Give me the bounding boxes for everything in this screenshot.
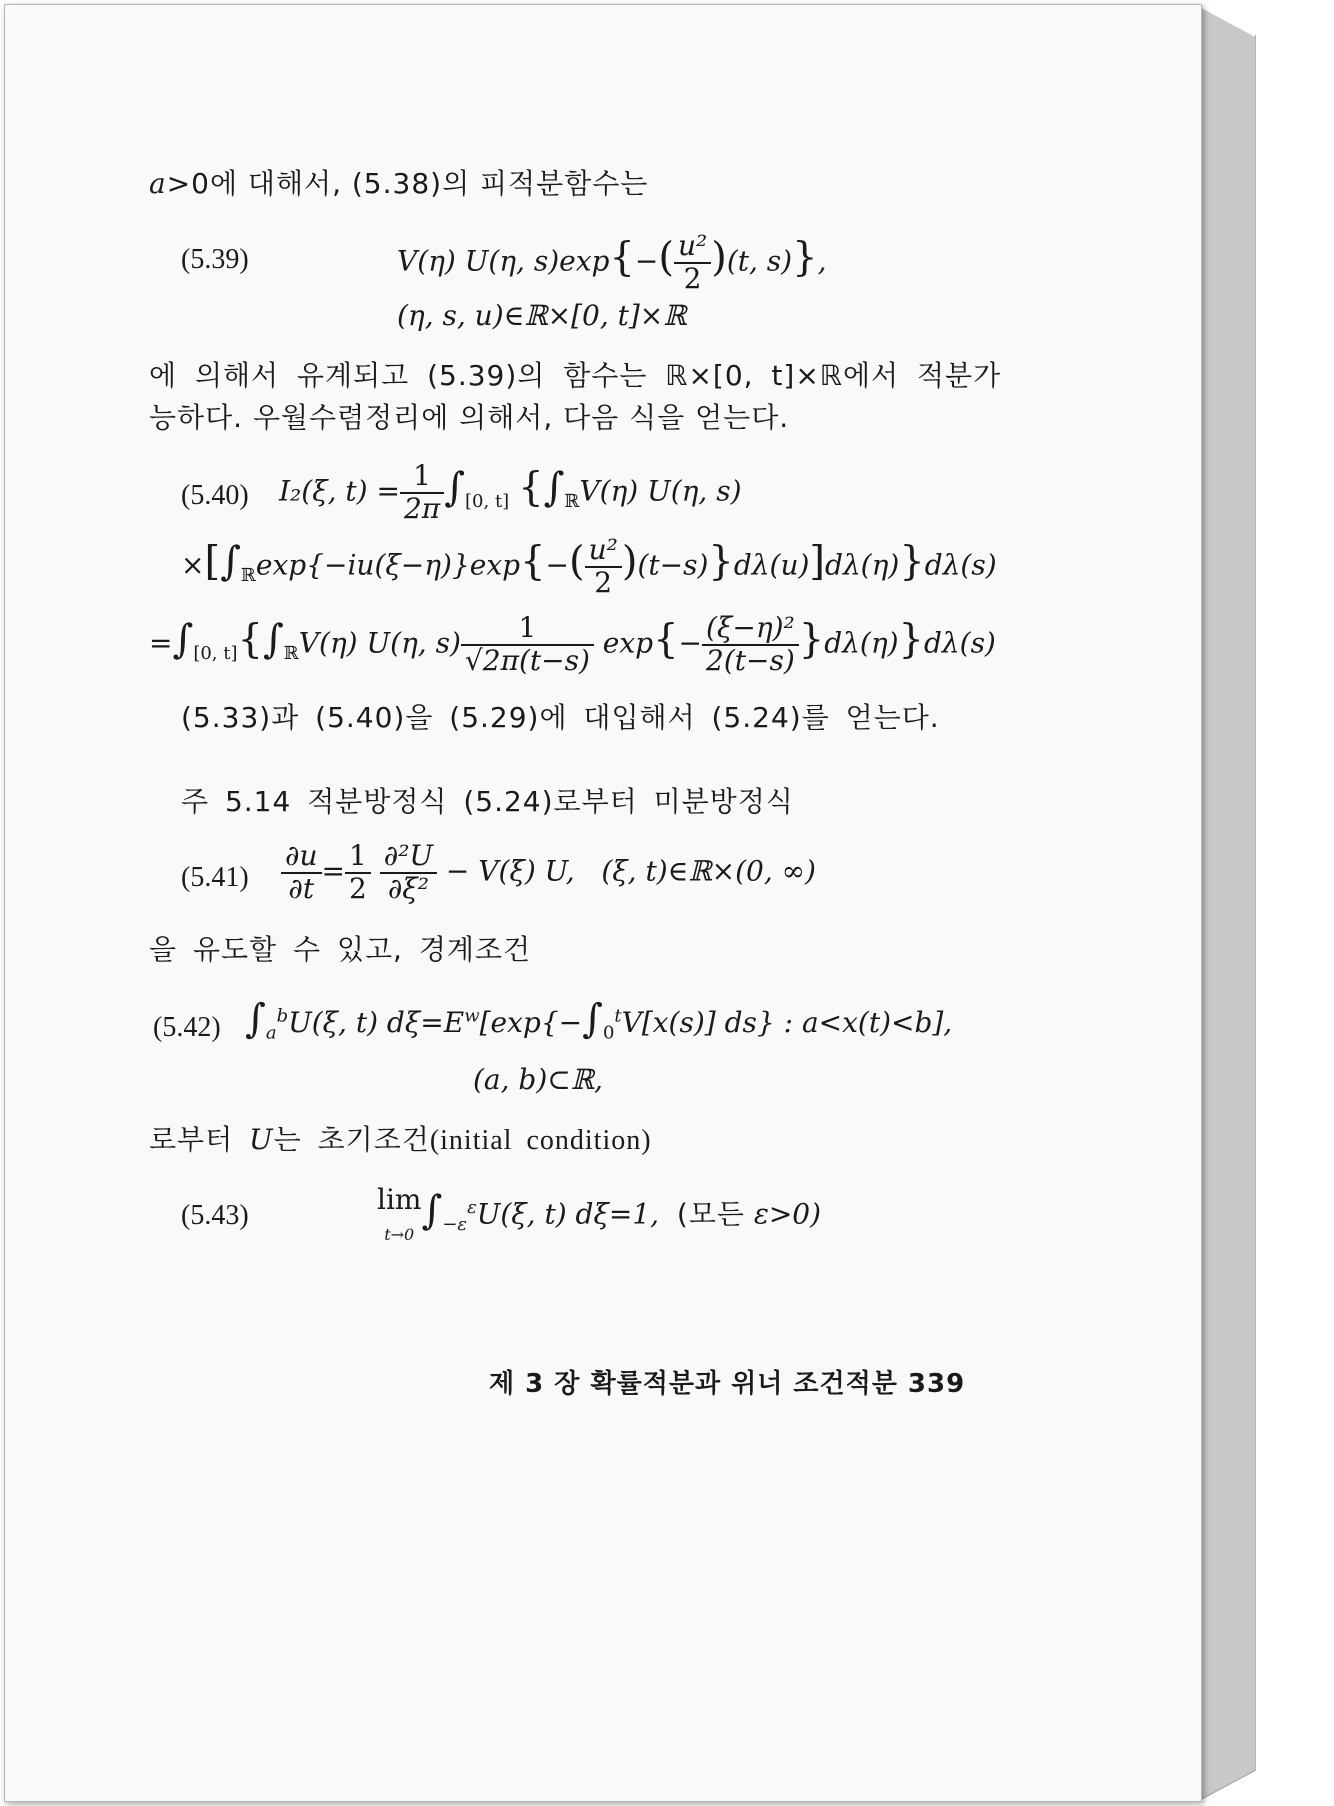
equation-5-42-line1: $\int_a^bU(\xi$, t) $d\xi=E^w[\exp\{-\int_0^tV[x(s)]$ ds} : a<x(t)<b], xyxy=(245,996,953,1044)
paragraph-bounded: 에 의해서 유계되고 (5.39)의 함수는 ℝ×[0, t]×ℝ에서 적분가 xyxy=(149,359,1002,392)
equation-5-40-line1: I₂(ξ, t) = $\frac{1}{2\pi}$ $\int_{[0, t]}$ {$\int_ℝV(\eta)$ U(η, s) xyxy=(279,459,742,525)
equation-5-42-line2: (a, b)⊂ℝ, xyxy=(473,1063,603,1096)
paragraph-intro: a>0에 대해서, (5.38)의 피적분함수는 xyxy=(149,167,649,200)
equation-number-5-41: (5.41) xyxy=(181,862,249,893)
page-footer: 제 3 장 확률적분과 위너 조건적분 339 xyxy=(489,1369,966,1399)
book-edge xyxy=(1200,4,1256,1800)
equation-5-40-line3: $=\int_{[0, t]}\{\int_ℝV(\eta)$ U(η, s) $\frac{1}{√2\pi(t-s)}$ exp{− $\frac{\text{(ξ−η)²}}{2(t-s)}$ }dλ(η)}dλ(s) xyxy=(149,611,996,677)
equation-5-39-line2: (η, s, u)∈ℝ×[0, t]×ℝ xyxy=(397,299,687,332)
equation-number-5-40: (5.40) xyxy=(181,480,249,511)
equation-number-5-39: (5.39) xyxy=(181,244,249,275)
paragraph-integrable: 능하다. 우월수렴정리에 의해서, 다음 식을 얻는다. xyxy=(149,401,790,434)
paragraph-substitute: (5.33)과 (5.40)을 (5.29)에 대입해서 (5.24)를 얻는다. xyxy=(181,701,940,734)
equation-5-40-line2: $\times[\int_ℝ\exp\{-iu(\xi-\eta)\}\exp\{-$( $\frac{\text{u²}}{2}$ )(t−s)}dλ(u)]dλ(η)}dλ(s) xyxy=(181,533,997,599)
equation-5-41: $\frac{\partial u}{\partial t}$ = $\frac{1}{2}$ $\frac{\text{∂²U}}{\text{∂ξ²}}$ − V(ξ) U, (ξ, t)∈ℝ×(0, ∞) xyxy=(281,841,816,905)
paragraph-initial-condition: 로부터 U는 초기조건(initial condition) xyxy=(149,1123,652,1156)
equation-5-43: lim $t\to 0\int_{-\varepsilon}^\varepsilon U(\xi$, t) dξ=1, (모든 ε>0) xyxy=(377,1183,822,1244)
equation-number-5-42: (5.42) xyxy=(153,1012,221,1043)
paragraph-derive: 을 유도할 수 있고, 경계조건 xyxy=(149,933,532,966)
equation-number-5-43: (5.43) xyxy=(181,1200,249,1231)
note-5-14: 주 5.14 적분방정식 (5.24)로부터 미분방정식 xyxy=(181,785,794,818)
equation-5-39-line1: V(η) U(η, s)exp{−( $\frac{\text{u²}}{2}$ )(t, s)}, xyxy=(397,229,827,295)
document-page xyxy=(4,4,1202,1802)
